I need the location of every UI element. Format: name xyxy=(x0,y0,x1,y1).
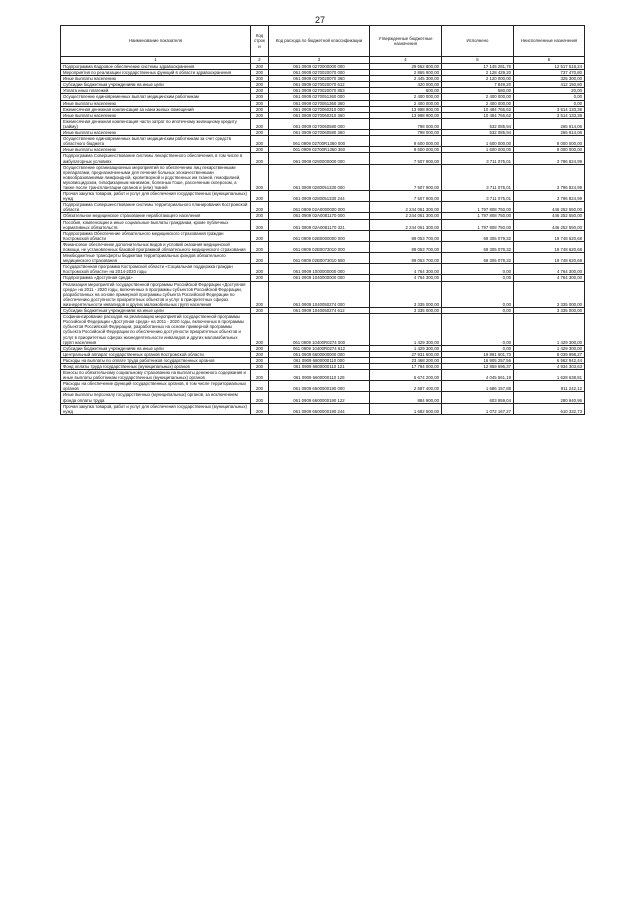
table-row xyxy=(61,230,585,241)
row-unexecuted: 8 000 000,00 xyxy=(514,136,585,147)
row-budget-code: 061 0909 0280051330 000 xyxy=(269,164,370,190)
row-unexecuted: 19 748 620,68 xyxy=(514,253,585,264)
row-approved: 2 400 000,00 xyxy=(370,94,442,100)
row-line-code: 200 xyxy=(251,241,269,252)
row-name: Расходы на обеспечение функций государственных органов, в том числе территориальных органов xyxy=(61,381,251,392)
column-index: 6 xyxy=(514,57,585,64)
table-row xyxy=(61,351,585,357)
row-line-code: 200 xyxy=(251,191,269,202)
row-budget-code: 061 0909 0270060310 000 xyxy=(269,106,370,112)
row-unexecuted: 0,00 xyxy=(514,100,585,106)
row-unexecuted: 265 914,06 xyxy=(514,130,585,136)
row-budget-code: 061 0909 0270020070 360 xyxy=(269,76,370,82)
row-unexecuted: 12 517 518,24 xyxy=(514,64,585,70)
row-name: Субсидии бюджетным учреждениям на иные цели xyxy=(61,308,251,314)
header-name: Наименование показателя xyxy=(61,26,251,57)
row-executed: 12 859 696,37 xyxy=(442,363,514,369)
column-index: 5 xyxy=(442,57,514,64)
row-name: Мероприятия по реализации государственных функций в области здравоохранения xyxy=(61,70,251,76)
row-executed: 1 797 808 750,00 xyxy=(442,213,514,219)
row-executed: 16 905 257,56 xyxy=(442,357,514,363)
row-name: Осуществление единовременных выплат медицинским работникам за счет средств областного бюджета xyxy=(61,136,251,147)
row-executed: 0,00 xyxy=(442,281,514,307)
row-line-code: 200 xyxy=(251,94,269,100)
row-unexecuted: 265 914,06 xyxy=(514,118,585,129)
row-line-code: 200 xyxy=(251,147,269,153)
row-executed: 1 072 167,27 xyxy=(442,403,514,414)
row-approved: 5 674 200,00 xyxy=(370,370,442,381)
table-row xyxy=(61,153,585,164)
table-row xyxy=(61,191,585,202)
table-row xyxy=(61,213,585,219)
row-budget-code: 061 0909 02700R1360 360 xyxy=(269,147,370,153)
row-name: Межбюджетные трансферты бюджетам территориальных фондов обязательного медицинского страхования xyxy=(61,253,251,264)
row-approved: 89 053 700,00 xyxy=(370,253,442,264)
row-executed: 532 085,94 xyxy=(442,118,514,129)
row-budget-code: 061 0909 6600000190 122 xyxy=(269,392,370,403)
table-row xyxy=(61,219,585,230)
row-executed: 532 085,94 xyxy=(442,130,514,136)
row-approved: 2 244 061 300,00 xyxy=(370,202,442,213)
row-line-code: 200 xyxy=(251,106,269,112)
row-line-code: 200 xyxy=(251,308,269,314)
row-executed: 2 400 000,00 xyxy=(442,100,514,106)
row-name: Финансовое обеспечение дополнительных видов и условий оказания медицинской помощи, не установленных базовой программой обязательного медицинского страхования xyxy=(61,241,251,252)
row-executed: 1 600 000,00 xyxy=(442,136,514,147)
row-approved: 13 998 900,00 xyxy=(370,112,442,118)
row-name: Субсидии бюджетным учреждениям на иные цели xyxy=(61,82,251,88)
row-unexecuted: 446 252 550,00 xyxy=(514,219,585,230)
row-line-code: 200 xyxy=(251,213,269,219)
row-executed: 580,00 xyxy=(442,88,514,94)
row-name: Пособия, компенсации и иные социальные выплаты гражданам, кроме публичных нормативных обязательств xyxy=(61,219,251,230)
row-unexecuted: 8 000 000,00 xyxy=(514,147,585,153)
row-unexecuted: 19 748 620,68 xyxy=(514,230,585,241)
row-executed: 1 797 808 750,00 xyxy=(442,219,514,230)
table-row xyxy=(61,70,585,76)
row-approved: 2 400 000,00 xyxy=(370,100,442,106)
row-budget-code: 061 0909 0270051360 000 xyxy=(269,94,370,100)
row-unexecuted: 412 150,80 xyxy=(514,82,585,88)
row-executed: 69 305 079,32 xyxy=(442,253,514,264)
row-executed: 17 145 281,76 xyxy=(442,64,514,70)
row-budget-code: 061 0909 1040050274 000 xyxy=(269,281,370,307)
header-budget-code: Код расхода по бюджетной классификации xyxy=(269,26,370,57)
header-unexecuted: Неисполненные назначения xyxy=(514,26,585,57)
row-approved: 420 000,00 xyxy=(370,82,442,88)
row-name: Осуществление единовременных выплат медицинским работникам xyxy=(61,94,251,100)
row-line-code: 200 xyxy=(251,88,269,94)
row-approved: 798 000,00 xyxy=(370,130,442,136)
row-approved: 9 600 000,00 xyxy=(370,147,442,153)
row-executed: 3 711 075,01 xyxy=(442,191,514,202)
row-name: Подпрограмма Кадровое обеспечение системы здравоохранения xyxy=(61,64,251,70)
row-unexecuted: 737 470,80 xyxy=(514,70,585,76)
row-name: Уплата иных платежей xyxy=(61,88,251,94)
row-executed: 7 849,20 xyxy=(442,82,514,88)
row-name: Прочая закупка товаров, работ и услуг для обеспечения государственных (муниципальных) нужд xyxy=(61,403,251,414)
row-unexecuted: 610 332,73 xyxy=(514,403,585,414)
row-approved: 2 597 400,00 xyxy=(370,381,442,392)
table-row xyxy=(61,64,585,70)
row-name: Прочая закупка товаров, работ и услуг для обеспечения государственных (муниципальных) нужд xyxy=(61,191,251,202)
row-line-code: 200 xyxy=(251,76,269,82)
table-row xyxy=(61,314,585,346)
row-name: Иные выплаты населению xyxy=(61,76,251,82)
row-name: Реализация мероприятий государственной программы Российской Федерации «Доступная среда» на 2011 - 2020 годы, включенных в программы субъектов Российской Федерации, разработанных на основе примерной программы субъекта Российской Федерации по обеспечению доступности приоритетных объектов и услуг в приоритетных сферах жизнедеятельности инвалидов и других маломобильных групп населения xyxy=(61,281,251,307)
row-name: Иные выплаты населению xyxy=(61,147,251,153)
table-row xyxy=(61,264,585,275)
row-approved: 7 507 900,00 xyxy=(370,191,442,202)
row-budget-code: 061 0909 0270020070 853 xyxy=(269,88,370,94)
row-unexecuted: 6 562 942,44 xyxy=(514,357,585,363)
row-approved: 4 764 300,00 xyxy=(370,275,442,281)
row-budget-code: 061 0909 0270060580 360 xyxy=(269,130,370,136)
row-unexecuted: 1 429 300,00 xyxy=(514,314,585,346)
row-unexecuted: 3 796 824,99 xyxy=(514,164,585,190)
row-unexecuted: 19 748 620,68 xyxy=(514,241,585,252)
row-line-code: 200 xyxy=(251,275,269,281)
row-budget-code: 061 0909 1000000000 000 xyxy=(269,264,370,275)
row-unexecuted: 3 514 133,38 xyxy=(514,106,585,112)
row-executed: 10 484 766,62 xyxy=(442,112,514,118)
table-row xyxy=(61,308,585,314)
row-budget-code: 061 0909 0270051360 360 xyxy=(269,100,370,106)
row-unexecuted: 911 242,12 xyxy=(514,381,585,392)
row-approved: 29 662 800,00 xyxy=(370,64,442,70)
row-name: Взносы по обязательному социальному страхованию на выплаты денежного содержания и иные выплаты работникам государственных (муниципальных) органов xyxy=(61,370,251,381)
row-budget-code: 061 0909 6600000110 129 xyxy=(269,370,370,381)
row-name: Софинансирование расходов на реализацию мероприятий государственной программы Российской Федерации «Доступная среда» на 2011 - 2020 годы, включенных в программы субъектов Российской Федерации, разработанных на основе примерной программы субъекта Российской Федерации по обеспечению доступности приоритетных объектов и услуг в приоритетных сферах жизнедеятельности инвалидов и других маломобильных групп населения xyxy=(61,314,251,346)
row-line-code: 200 xyxy=(251,363,269,369)
table-body xyxy=(61,64,585,415)
budget-execution-table xyxy=(60,25,585,415)
table-row xyxy=(61,164,585,190)
row-unexecuted: 8 039 998,27 xyxy=(514,351,585,357)
row-budget-code: 061 0909 02A0081170 000 xyxy=(269,213,370,219)
row-executed: 603 959,04 xyxy=(442,392,514,403)
row-executed: 0,00 xyxy=(442,345,514,351)
row-name: Обязательное медицинское страхование неработающего населения xyxy=(61,213,251,219)
row-budget-code: 061 0909 02700R1360 000 xyxy=(269,136,370,147)
table-row xyxy=(61,136,585,147)
row-executed: 19 891 601,73 xyxy=(442,351,514,357)
row-name: Иные выплаты персоналу государственных (муниципальных) органов, за исключением фонда оплаты труда xyxy=(61,392,251,403)
row-executed: 2 120 000,00 xyxy=(442,76,514,82)
row-executed: 0,00 xyxy=(442,314,514,346)
row-executed: 0,00 xyxy=(442,308,514,314)
row-unexecuted: 1 628 638,81 xyxy=(514,370,585,381)
row-name: Фонд оплаты труда государственных (муниципальных) органов xyxy=(61,363,251,369)
row-unexecuted: 3 335 000,00 xyxy=(514,308,585,314)
column-index: 1 xyxy=(61,57,251,64)
row-name: Иные выплаты населению xyxy=(61,112,251,118)
row-budget-code: 061 0909 0270060310 360 xyxy=(269,112,370,118)
row-unexecuted: 4 764 300,00 xyxy=(514,264,585,275)
row-budget-code: 061 0909 1040000000 000 xyxy=(269,275,370,281)
row-approved: 1 429 300,00 xyxy=(370,314,442,346)
row-line-code: 200 xyxy=(251,164,269,190)
row-name: Субсидии бюджетным учреждениям на иные цели xyxy=(61,345,251,351)
row-approved: 4 764 300,00 xyxy=(370,264,442,275)
table-row xyxy=(61,345,585,351)
row-approved: 23 468 200,00 xyxy=(370,357,442,363)
column-index: 4 xyxy=(370,57,442,64)
row-executed: 2 400 000,00 xyxy=(442,94,514,100)
row-budget-code: 061 0909 0270000000 000 xyxy=(269,64,370,70)
header-approved: Утвержденные бюджетные назначения xyxy=(370,26,442,57)
row-line-code: 200 xyxy=(251,357,269,363)
row-line-code: 200 xyxy=(251,264,269,275)
row-budget-code: 061 0909 0280051330 244 xyxy=(269,191,370,202)
row-name: Осуществление организационных мероприятий по обеспечению лиц лекарственными препаратами, предназначенными для лечения больных злокачественными новообразованиями лимфоидной, кроветворной и родственных им тканей, гемофилией, муковисцидозом, гипофизарным нанизмом, болезнью Гоше, рассеянным склерозом, а также после трансплантации органов и (или) тканей xyxy=(61,164,251,190)
row-approved: 1 429 300,00 xyxy=(370,345,442,351)
row-budget-code: 061 0909 0270060580 000 xyxy=(269,118,370,129)
row-budget-code: 061 0909 6600000190 244 xyxy=(269,403,370,414)
row-line-code: 200 xyxy=(251,82,269,88)
row-budget-code: 061 0909 6600000190 000 xyxy=(269,381,370,392)
table-row xyxy=(61,82,585,88)
row-approved: 884 900,00 xyxy=(370,392,442,403)
row-unexecuted: 4 764 300,00 xyxy=(514,275,585,281)
row-unexecuted: 3 514 133,38 xyxy=(514,112,585,118)
row-unexecuted: 3 796 824,99 xyxy=(514,153,585,164)
row-approved: 2 244 061 300,00 xyxy=(370,219,442,230)
row-unexecuted: 325 300,00 xyxy=(514,76,585,82)
header-row xyxy=(61,26,585,57)
row-approved: 2 244 061 300,00 xyxy=(370,213,442,219)
row-name: Подпрограмма «Доступная среда» xyxy=(61,275,251,281)
row-budget-code: 061 0909 02A0081170 321 xyxy=(269,219,370,230)
row-budget-code: 061 0909 6600000110 000 xyxy=(269,357,370,363)
row-unexecuted: 4 934 303,63 xyxy=(514,363,585,369)
row-name: Ежемесячная денежная компенсация за наем жилых помещений xyxy=(61,106,251,112)
table-row xyxy=(61,403,585,414)
row-budget-code: 061 0909 02B0073010 580 xyxy=(269,253,370,264)
row-name: Иные выплаты населению xyxy=(61,100,251,106)
row-line-code: 200 xyxy=(251,202,269,213)
row-name: Иные выплаты населению xyxy=(61,130,251,136)
row-unexecuted: 3 796 824,99 xyxy=(514,191,585,202)
table-row xyxy=(61,357,585,363)
table-row xyxy=(61,118,585,129)
row-unexecuted: 446 252 550,00 xyxy=(514,202,585,213)
row-approved: 3 335 000,00 xyxy=(370,281,442,307)
row-approved: 600,00 xyxy=(370,88,442,94)
row-approved: 89 053 700,00 xyxy=(370,230,442,241)
row-budget-code: 061 0909 1040050274 612 xyxy=(269,308,370,314)
row-budget-code: 061 0909 6600000110 121 xyxy=(269,363,370,369)
table-row xyxy=(61,241,585,252)
column-index: 3 xyxy=(269,57,370,64)
row-approved: 798 000,00 xyxy=(370,118,442,129)
row-unexecuted: 1 429 300,00 xyxy=(514,345,585,351)
row-line-code: 200 xyxy=(251,230,269,241)
row-unexecuted: 0,00 xyxy=(514,94,585,100)
row-unexecuted: 20,00 xyxy=(514,88,585,94)
row-approved: 9 600 000,00 xyxy=(370,136,442,147)
row-line-code: 200 xyxy=(251,392,269,403)
row-executed: 1 686 157,88 xyxy=(442,381,514,392)
table-row xyxy=(61,94,585,100)
table-row xyxy=(61,281,585,307)
row-line-code: 200 xyxy=(251,70,269,76)
column-index: 2 xyxy=(251,57,269,64)
row-line-code: 200 xyxy=(251,381,269,392)
page-number: 27 xyxy=(314,15,325,25)
row-approved: 3 335 000,00 xyxy=(370,308,442,314)
row-budget-code: 061 0909 10400R0274 000 xyxy=(269,314,370,346)
row-budget-code: 061 0909 02B0073010 000 xyxy=(269,241,370,252)
row-name: Расходы на выплаты по оплате труда работников государственных органов xyxy=(61,357,251,363)
row-unexecuted: 446 252 550,00 xyxy=(514,213,585,219)
row-executed: 10 484 766,62 xyxy=(442,106,514,112)
table-row xyxy=(61,106,585,112)
table-row xyxy=(61,253,585,264)
header-executed: Исполнено xyxy=(442,26,514,57)
column-index-row xyxy=(61,57,585,64)
row-approved: 2 445 300,00 xyxy=(370,76,442,82)
row-executed: 2 128 429,20 xyxy=(442,70,514,76)
row-executed: 1 600 000,00 xyxy=(442,147,514,153)
row-name: Подпрограмма Обеспечение обязательного медицинского страхования граждан Костромской области xyxy=(61,230,251,241)
row-line-code: 200 xyxy=(251,153,269,164)
row-line-code: 200 xyxy=(251,403,269,414)
row-line-code: 200 xyxy=(251,118,269,129)
row-budget-code: 061 0909 6600000000 000 xyxy=(269,351,370,357)
row-executed: 0,00 xyxy=(442,264,514,275)
row-name: Государственная программа Костромской области «Социальная поддержка граждан Костромской области» на 2014-2020 годы xyxy=(61,264,251,275)
row-line-code: 200 xyxy=(251,219,269,230)
table-row xyxy=(61,392,585,403)
table-row xyxy=(61,202,585,213)
row-line-code: 200 xyxy=(251,370,269,381)
row-executed: 3 711 075,01 xyxy=(442,153,514,164)
header-line-code: Код строк и xyxy=(251,26,269,57)
row-executed: 0,00 xyxy=(442,275,514,281)
row-approved: 13 998 900,00 xyxy=(370,106,442,112)
row-executed: 69 305 079,32 xyxy=(442,230,514,241)
row-line-code: 200 xyxy=(251,64,269,70)
row-line-code: 200 xyxy=(251,351,269,357)
row-name: Центральный аппарат государственных органов Костромской области xyxy=(61,351,251,357)
row-unexecuted: 280 940,96 xyxy=(514,392,585,403)
row-executed: 4 045 561,19 xyxy=(442,370,514,381)
row-executed: 1 797 808 750,00 xyxy=(442,202,514,213)
row-line-code: 200 xyxy=(251,345,269,351)
row-name: Подпрограмма Совершенствование системы лекарственного обеспечения, в том числе в амбулаторных условиях xyxy=(61,153,251,164)
row-budget-code: 061 0909 02B0000000 000 xyxy=(269,230,370,241)
row-executed: 3 711 075,01 xyxy=(442,164,514,190)
row-line-code: 200 xyxy=(251,100,269,106)
row-approved: 1 682 500,00 xyxy=(370,403,442,414)
row-name: Ежемесячная денежная компенсация части затрат по ипотечному жилищному кредиту (займу) xyxy=(61,118,251,129)
row-approved: 2 865 900,00 xyxy=(370,70,442,76)
row-line-code: 200 xyxy=(251,281,269,307)
row-line-code: 200 xyxy=(251,253,269,264)
table-row xyxy=(61,381,585,392)
row-line-code: 200 xyxy=(251,112,269,118)
table-row xyxy=(61,363,585,369)
row-executed: 69 305 079,32 xyxy=(442,241,514,252)
row-budget-code: 061 0909 0270020070 612 xyxy=(269,82,370,88)
row-unexecuted: 3 335 000,00 xyxy=(514,281,585,307)
row-line-code: 200 xyxy=(251,314,269,346)
row-name: Подпрограмма Совершенствование системы территориального планирования Костромской области xyxy=(61,202,251,213)
row-approved: 7 507 900,00 xyxy=(370,153,442,164)
row-approved: 17 794 000,00 xyxy=(370,363,442,369)
row-approved: 7 507 900,00 xyxy=(370,164,442,190)
row-line-code: 200 xyxy=(251,136,269,147)
row-budget-code: 061 0909 0270020070 000 xyxy=(269,70,370,76)
row-budget-code: 061 0909 10400R0274 612 xyxy=(269,345,370,351)
row-budget-code: 061 0909 02A0000000 000 xyxy=(269,202,370,213)
row-approved: 27 931 600,00 xyxy=(370,351,442,357)
row-approved: 89 053 700,00 xyxy=(370,241,442,252)
table-row xyxy=(61,370,585,381)
row-line-code: 200 xyxy=(251,130,269,136)
row-budget-code: 061 0909 0280000000 000 xyxy=(269,153,370,164)
